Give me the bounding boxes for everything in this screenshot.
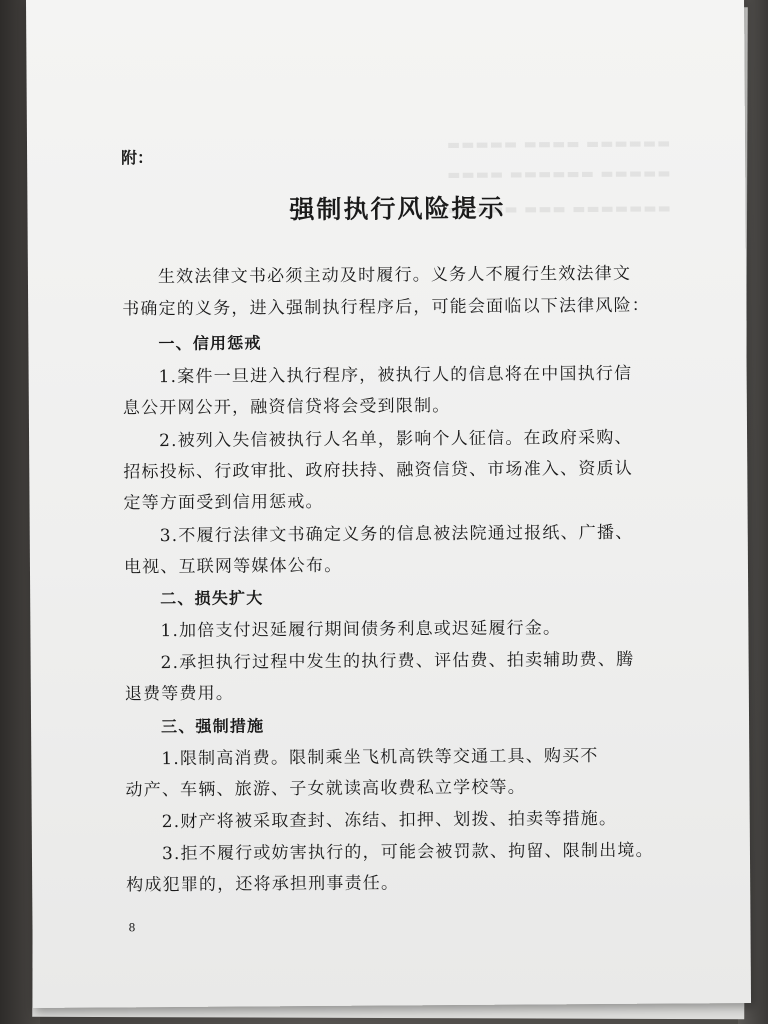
intro-line: 生效法律文书必须主动及时履行。义务人不履行生效法律文 — [157, 263, 632, 288]
document-title: 强制执行风险提示 — [289, 193, 506, 225]
body-line: 动产、车辆、旅游、子女就读高收费私立学校等。 — [125, 777, 526, 801]
attachment-label: 附： — [121, 148, 154, 168]
document-page — [26, 0, 751, 1008]
body-line: 定等方面受到信用惩戒。 — [123, 491, 324, 514]
body-line: 电视、互联网等媒体公布。 — [123, 555, 343, 578]
section-heading: 二、损失扩大 — [160, 588, 264, 609]
body-line: 息公开网公开，融资信贷将会受到限制。 — [122, 396, 451, 419]
body-line: 3.不履行法律文书确定义务的信息被法院通过报纸、广播、 — [159, 522, 634, 547]
bleed-through-text: ▬▬▬▬▬ ▬▬▬▬ ▬▬▬▬▬▬ — [446, 135, 672, 154]
body-line: 退费等费用。 — [124, 683, 235, 705]
body-line: 2.承担执行过程中发生的执行费、评估费、拍卖辅助费、腾 — [160, 649, 635, 674]
body-line: 构成犯罪的，还将承担刑事责任。 — [126, 873, 400, 896]
body-line: 3.拒不履行或妨害执行的，可能会被罚款、拘留、限制出境。 — [161, 840, 654, 865]
body-line: 2.财产将被采取查封、冻结、扣押、划拨、拍卖等措施。 — [161, 808, 618, 833]
body-line: 1.加倍支付迟延履行期间债务利息或迟延履行金。 — [160, 618, 562, 642]
body-line: 招标投标、行政审批、政府扶持、融资信贷、市场准入、资质认 — [123, 458, 633, 483]
body-line: 1.限制高消费。限制乘坐飞机高铁等交通工具、购买不 — [161, 746, 599, 770]
bleed-through-text: ▬▬▬▬ ▬▬▬▬▬▬ ▬▬▬▬▬ — [447, 165, 672, 184]
body-line: 2.被列入失信被执行人名单，影响个人征信。在政府采购、 — [159, 427, 633, 452]
section-heading: 三、强制措施 — [161, 716, 265, 737]
page-number: 8 — [128, 921, 136, 935]
body-line: 1.案件一旦进入执行程序，被执行人的信息将在中国执行信 — [158, 363, 633, 388]
intro-line: 书确定的义务，进入强制执行程序后，可能会面临以下法律风险： — [122, 295, 651, 320]
bleed-through-text: ▬▬▬▬▬ ▬▬▬ ▬▬▬▬▬▬▬ — [447, 200, 672, 219]
section-heading: 一、信用惩戒 — [158, 333, 262, 354]
